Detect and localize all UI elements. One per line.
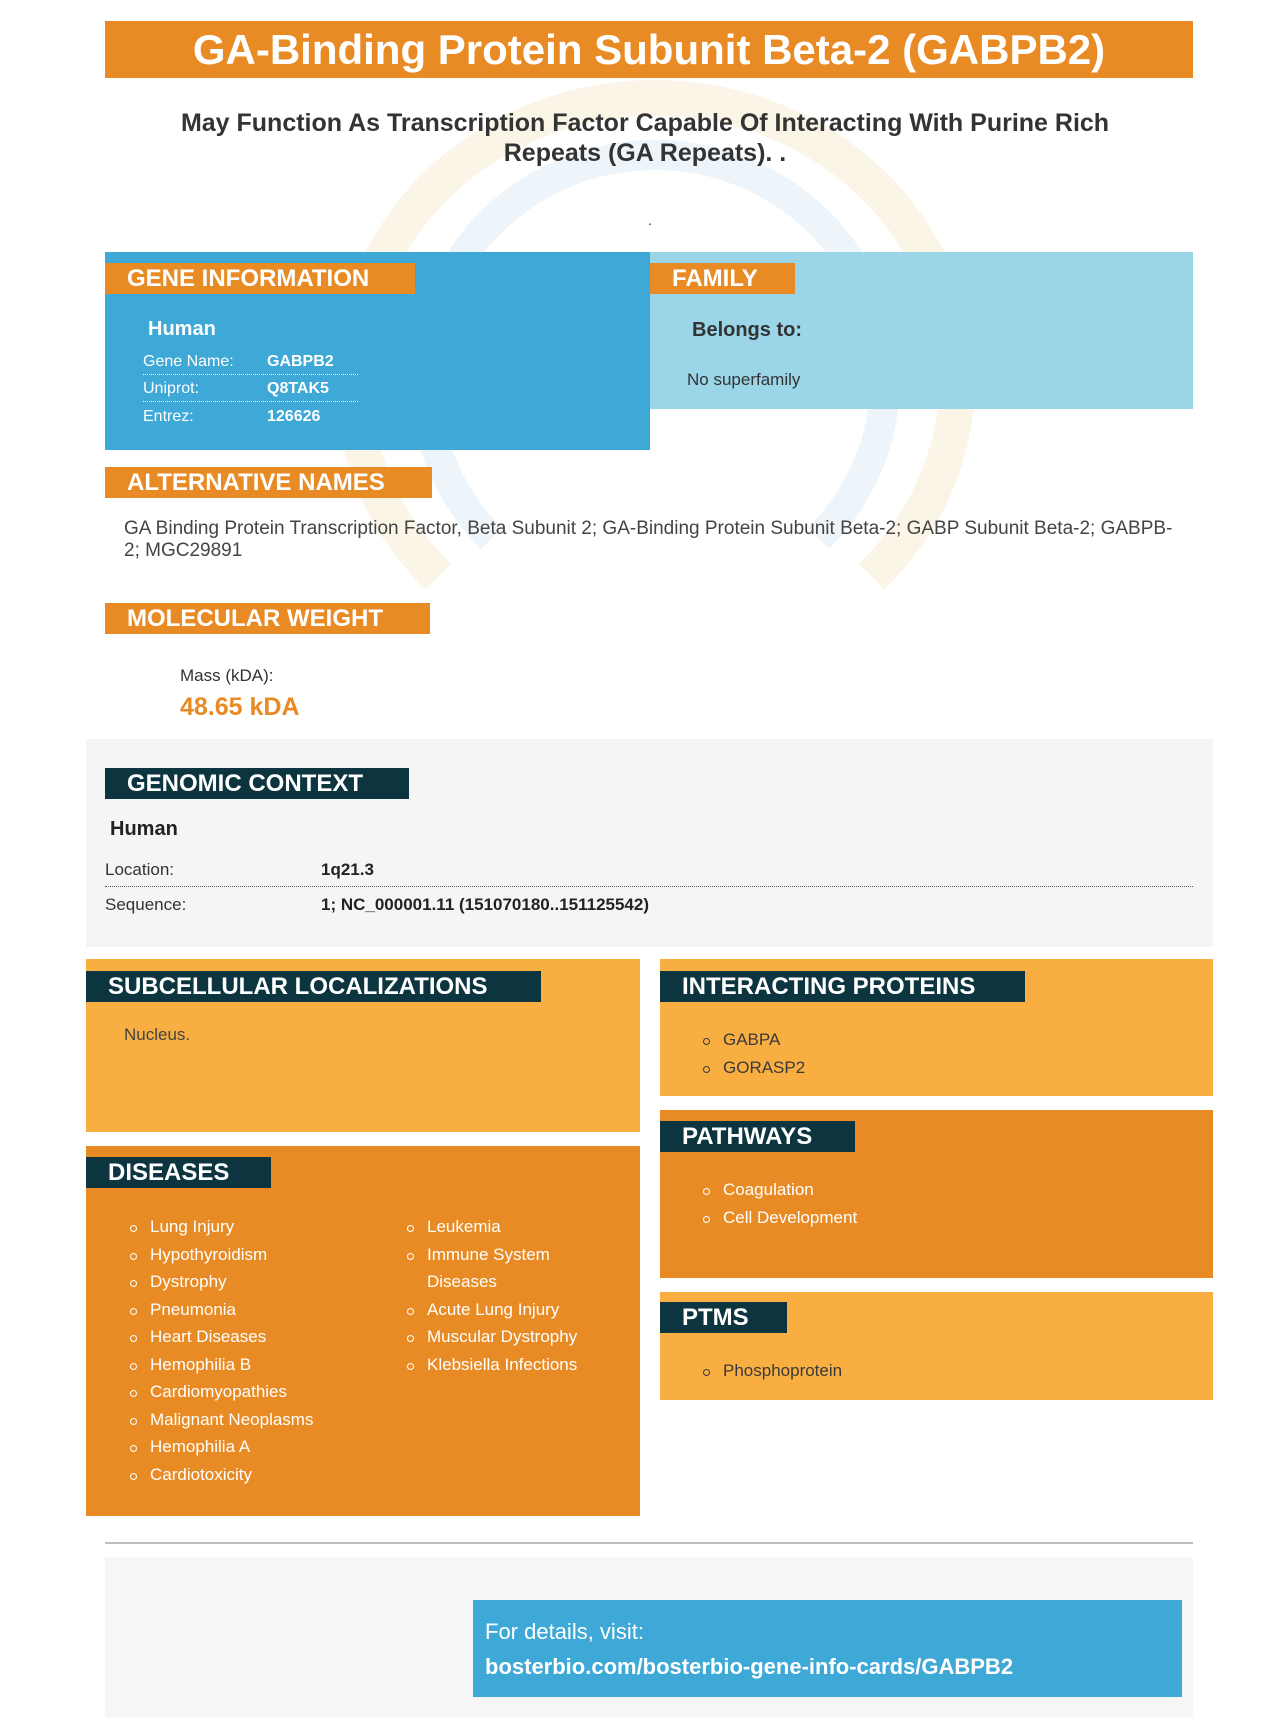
list-item: GABPA [703, 1026, 805, 1054]
location-row [105, 853, 1193, 887]
list-item: Hypothyroidism [130, 1241, 313, 1269]
pathways-header: PATHWAYS [660, 1121, 855, 1152]
list-item: Hemophilia A [130, 1433, 313, 1461]
list-item: Cardiomyopathies [130, 1378, 313, 1406]
molecular-weight-header: MOLECULAR WEIGHT [105, 603, 430, 634]
alternative-names-text: GA Binding Protein Transcription Factor, Beta Subunit 2; GA-Binding Protein Subunit Beta-2; GABP Subunit Beta-2; GABPB-2; MGC29891 [124, 518, 1173, 561]
entrez-label: Entrez: [143, 408, 194, 425]
family-header: FAMILY [650, 263, 795, 294]
gene-name-row [143, 348, 358, 375]
family-belongs-label: Belongs to: [692, 319, 802, 341]
list-item: Phosphoprotein [703, 1357, 842, 1385]
gene-name-value: GABPB2 [267, 353, 334, 370]
list-item: Cell Development [703, 1204, 857, 1232]
family-value: No superfamily [687, 370, 801, 389]
uniprot-row [143, 375, 358, 402]
sequence-value: 1; NC_000001.11 (151070180..151125542) [321, 895, 650, 914]
list-item: Heart Diseases [130, 1323, 313, 1351]
list-item: GORASP2 [703, 1054, 805, 1082]
interacting-proteins-list [703, 1026, 805, 1081]
location-value: 1q21.3 [321, 860, 374, 879]
pathways-list [703, 1176, 857, 1231]
alternative-names-header: ALTERNATIVE NAMES [105, 467, 432, 498]
summary-dot: . [648, 212, 652, 228]
list-item: Muscular Dystrophy [407, 1323, 607, 1351]
interacting-proteins-header: INTERACTING PROTEINS [660, 971, 1025, 1002]
list-item: Malignant Neoplasms [130, 1406, 313, 1434]
mass-label: Mass (kDA): [180, 666, 274, 685]
list-item: Klebsiella Infections [407, 1351, 607, 1379]
genomic-context-header: GENOMIC CONTEXT [105, 768, 409, 799]
gene-information-header: GENE INFORMATION [105, 263, 415, 294]
entrez-row [143, 403, 358, 430]
gene-species: Human [148, 318, 216, 340]
diseases-header: DISEASES [86, 1157, 271, 1188]
list-item: Immune System Diseases [407, 1241, 577, 1296]
gene-name-label: Gene Name: [143, 353, 234, 370]
list-item: Cardiotoxicity [130, 1461, 313, 1489]
uniprot-label: Uniprot: [143, 380, 200, 397]
diseases-list-column-1 [130, 1213, 313, 1488]
list-item: Lung Injury [130, 1213, 313, 1241]
ptms-list [703, 1357, 842, 1385]
details-link-box[interactable] [473, 1600, 1182, 1697]
details-caption: For details, visit: [485, 1619, 644, 1644]
uniprot-value: Q8TAK5 [267, 380, 329, 397]
protein-function-summary: May Function As Transcription Factor Capable Of Interacting With Purine Rich Repeats (GA Repeats). . [180, 109, 1110, 167]
ptms-header: PTMS [660, 1302, 787, 1333]
footer-divider [105, 1542, 1193, 1544]
list-item: Pneumonia [130, 1296, 313, 1324]
list-item: Acute Lung Injury [407, 1296, 607, 1324]
sequence-label: Sequence: [105, 895, 187, 914]
sequence-row [105, 888, 1193, 922]
list-item: Hemophilia B [130, 1351, 313, 1379]
mass-value: 48.65 kDA [180, 693, 300, 721]
list-item: Coagulation [703, 1176, 857, 1204]
subcellular-localizations-header: SUBCELLULAR LOCALIZATIONS [86, 971, 541, 1002]
page-title: GA-Binding Protein Subunit Beta-2 (GABPB2) [105, 21, 1193, 78]
entrez-value: 126626 [267, 408, 321, 425]
list-item: Dystrophy [130, 1268, 313, 1296]
genomic-species: Human [110, 818, 178, 840]
diseases-list-column-2 [407, 1213, 607, 1378]
list-item: Leukemia [407, 1213, 607, 1241]
location-label: Location: [105, 860, 174, 879]
details-link[interactable]: bosterbio.com/bosterbio-gene-info-cards/GABPB2 [485, 1654, 1014, 1679]
subcellular-localizations-text: Nucleus. [124, 1025, 191, 1044]
